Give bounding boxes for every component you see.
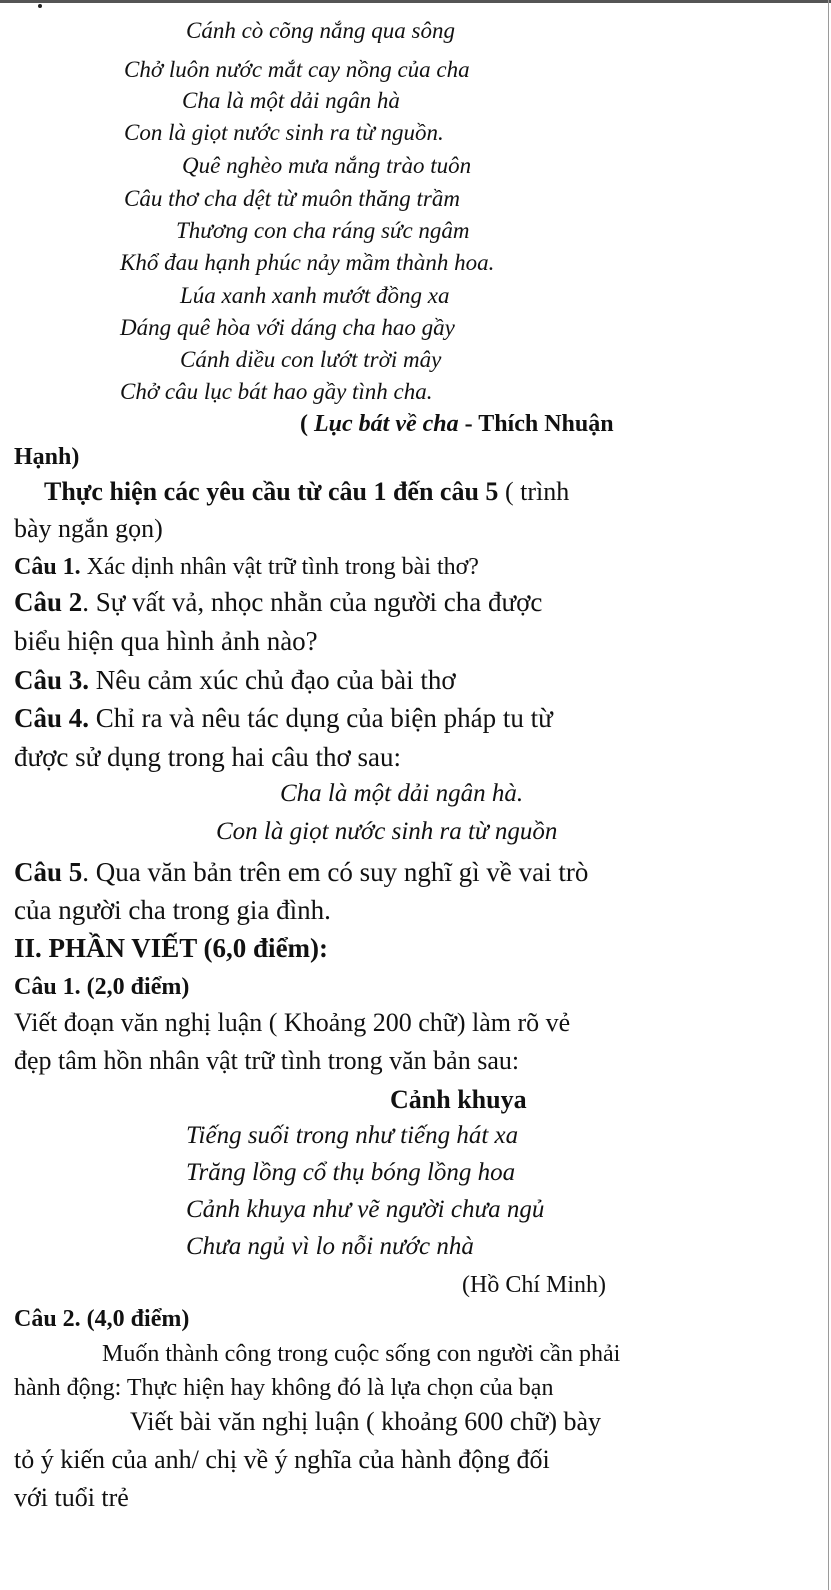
poem-line: Cánh diều con lướt trời mây: [180, 347, 442, 372]
writing-q1-label: Câu 1. (2,0 điểm): [14, 974, 190, 1000]
poem-source-title: Lục bát về cha: [314, 411, 459, 437]
poem-line: Trăng lồng cổ thụ bóng lồng hoa: [186, 1159, 516, 1186]
poem-line: Cảnh khuya như vẽ người chưa ngủ: [186, 1196, 545, 1223]
poem-line: Khổ đau hạnh phúc nảy mầm thành hoa.: [120, 250, 495, 275]
writing-q2-text-cont: hành động: Thực hiện hay không đó là lựa chọn của bạn: [14, 1375, 554, 1401]
instruction-line-2: bày ngắn gọn): [14, 514, 163, 543]
poem-title: Cảnh khuya: [390, 1085, 527, 1114]
question-4: Câu 4. Chỉ ra và nêu tác dụng của biện pháp tu từ: [14, 703, 553, 733]
poem-line: Cánh cò cõng nắng qua sông: [186, 18, 455, 43]
question-2: Câu 2. Sự vất vả, nhọc nhằn của người cha được: [14, 587, 543, 617]
poem-source-author: - Thích Nhuận: [458, 411, 614, 437]
writing-q1-text: Viết đoạn văn nghị luận ( Khoảng 200 chữ) làm rõ vẻ: [14, 1008, 571, 1037]
poem-line: Quê nghèo mưa nắng trào tuôn: [182, 153, 472, 178]
bullet-dot: [38, 4, 42, 8]
quote-line: Cha là một dải ngân hà.: [280, 780, 524, 807]
poem-line: Câu thơ cha dệt từ muôn thăng trầm: [124, 186, 460, 211]
poem-line: Chở luôn nước mắt cay nồng của cha: [124, 57, 470, 82]
poem-line: Chưa ngủ vì lo nỗi nước nhà: [186, 1233, 474, 1260]
question-3: Câu 3. Nêu cảm xúc chủ đạo của bài thơ: [14, 665, 456, 695]
question-4-cont: được sử dụng trong hai câu thơ sau:: [14, 742, 402, 772]
writing-q2-task: Viết bài văn nghị luận ( khoảng 600 chữ) bày: [130, 1407, 602, 1436]
poem-author: (Hồ Chí Minh): [462, 1272, 606, 1298]
poem-line: Dáng quê hòa với dáng cha hao gầy: [120, 315, 455, 340]
question-5-cont: của người cha trong gia đình.: [14, 895, 331, 925]
question-1: Câu 1. Xác dịnh nhân vật trữ tình trong bài thơ?: [14, 554, 479, 580]
writing-q2-task-cont: tỏ ý kiến của anh/ chị về ý nghĩa của hành động đối: [14, 1445, 550, 1474]
section-heading: II. PHẦN VIẾT (6,0 điểm):: [14, 933, 329, 963]
right-border: [828, 0, 829, 1590]
question-5: Câu 5. Qua văn bản trên em có suy nghĩ gì về vai trò: [14, 857, 589, 887]
quote-line: Con là giọt nước sinh ra từ nguồn: [216, 818, 558, 845]
question-2-cont: biểu hiện qua hình ảnh nào?: [14, 626, 318, 656]
poem-line: Tiếng suối trong như tiếng hát xa: [186, 1122, 519, 1149]
writing-q1-text-cont: đẹp tâm hồn nhân vật trữ tình trong văn bản sau:: [14, 1046, 520, 1075]
poem-source: ( Lục bát về cha - Thích Nhuận: [300, 411, 614, 437]
poem-line: Cha là một dải ngân hà: [182, 88, 400, 113]
poem-line: Chở câu lục bát hao gầy tình cha.: [120, 379, 433, 404]
writing-q2-text: Muốn thành công trong cuộc sống con người cần phải: [102, 1341, 621, 1367]
poem-line: Lúa xanh xanh mướt đồng xa: [180, 283, 450, 308]
poem-line: Con là giọt nước sinh ra từ nguồn.: [124, 120, 444, 145]
writing-q2-label: Câu 2. (4,0 điểm): [14, 1306, 190, 1332]
poem-source-end: Hạnh): [14, 444, 80, 470]
top-border: [0, 0, 831, 3]
writing-q2-task-end: với tuổi trẻ: [14, 1483, 129, 1512]
poem-line: Thương con cha ráng sức ngâm: [176, 218, 470, 243]
instruction-line: Thực hiện các yêu cầu từ câu 1 đến câu 5 ( trình: [44, 477, 570, 506]
